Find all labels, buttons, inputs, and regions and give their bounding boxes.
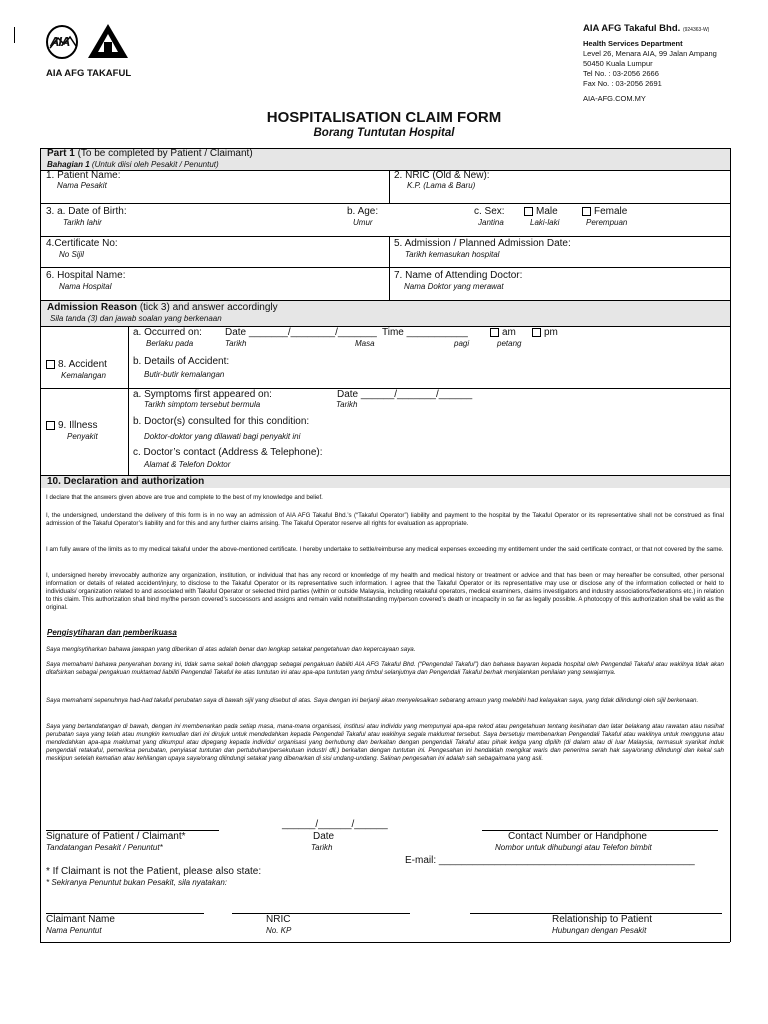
declaration-paragraph: I, the undersigned, understand the delivery of this form is in no way an admission of AIA AFG Takaful Bhd.’s (“Takaful Operator”) liability and payment to the hospital by the Takaful Operator or its representative shall not be construed as final admission of the Takaful Operator’s liability and for this and any further claims arising. The Takaful Operator reserve all rights for evaluation as appropriate. — [46, 512, 724, 527]
certificate-label-my: No Sijil — [59, 250, 84, 259]
frame-bottom — [40, 942, 730, 943]
patient-name-field[interactable] — [130, 172, 385, 200]
occurred-label-my: Berlaku pada — [146, 339, 194, 348]
col-line — [389, 170, 390, 203]
form-title: HOSPITALISATION CLAIM FORM — [266, 109, 502, 126]
company-block — [583, 23, 763, 103]
pm-checkbox[interactable] — [532, 327, 558, 338]
checkbox-icon — [490, 328, 499, 337]
admission-date-label: 5. Admission / Planned Admission Date: — [394, 238, 571, 249]
nric-label-my: K.P. (Lama & Baru) — [407, 181, 476, 190]
company-name: AIA AFG Takaful Bhd. — [583, 23, 681, 34]
admission-date-label-my: Tarikh kemasukan hospital — [405, 250, 500, 259]
nric-field[interactable] — [500, 172, 726, 200]
male-label-my: Laki-laki — [530, 218, 560, 227]
row-line — [40, 267, 730, 268]
doctor-label-my: Nama Doktor yang merawat — [404, 282, 504, 291]
col-line — [389, 236, 390, 300]
claimant-nric-label: NRIC — [266, 914, 291, 925]
declaration-paragraph-my: Saya memahami bahawa penyerahan borang ini, tidak sama sekali boleh dianggap sebagai pengakuan liabiliti AIA AFG Takaful Bhd. (“Pengendali Takaful”) dan bahawa bayaran kepada hospital oleh Pengendali Takaful atau wakilnya tidak akan ditafsirkan sebagai pengakuan muktamad liabiliti Pengendali Takaful ke atas tuntutan ini atau apa-apa tuntutan yang timbul selanjutnya dan Pengendali Takaful berhak menjalankan penilaian yang sewajarnya. — [46, 661, 724, 676]
declaration-paragraph: I declare that the answers given above are true and complete to the best of my knowledge and belief. — [46, 494, 323, 501]
accident-date-field[interactable]: Date _______/________/_______ — [225, 327, 377, 338]
claimant-nric-label-my: No. KP — [266, 926, 292, 935]
signature-date-field[interactable]: ______/______/______ — [282, 819, 388, 830]
dob-label: 3. a. Date of Birth: — [46, 206, 127, 217]
female-label: Female — [594, 206, 628, 217]
patient-name-label-my: Nama Pesakit — [57, 181, 107, 190]
contact-label: Contact Number or Handphone — [508, 831, 647, 842]
female-label-my: Perempuan — [586, 218, 628, 227]
symptoms-label: a. Symptoms first appeared on: — [133, 389, 272, 400]
male-checkbox[interactable] — [524, 206, 558, 217]
relationship-label: Relationship to Patient — [552, 914, 653, 925]
age-label: b. Age: — [347, 206, 379, 217]
hospital-field[interactable] — [130, 270, 385, 298]
declaration-paragraph: I am fully aware of the limits as to my medical takaful under the above-mentioned certificate. I hereby undertake to settle/reimburse any medical expenses exceeding my entitlement under the said certificate contract, or that not covered by the same. — [46, 546, 724, 553]
email-field[interactable]: E-mail: ______________________________________________ — [405, 855, 695, 866]
accident-label: 8. Accident — [58, 359, 107, 370]
website: AIA-AFG.COM.MY — [583, 94, 646, 103]
accident-time-field[interactable]: Time ___________ — [382, 327, 468, 338]
certificate-field[interactable] — [130, 239, 385, 265]
part1-label: Part 1 (To be completed by Patient / Claimant) — [47, 148, 253, 159]
hospital-label-my: Nama Hospital — [59, 282, 112, 291]
address-line-1: Level 26, Menara AIA, 99 Jalan Ampang — [583, 49, 717, 58]
signature-label: Signature of Patient / Claimant* — [46, 831, 186, 842]
page-margin-mark — [14, 27, 15, 43]
contact-label-my: Nombor untuk dihubungi atau Telefon bimbit — [495, 843, 652, 852]
accident-details-label: b. Details of Accident: — [133, 356, 230, 367]
col-line — [128, 326, 129, 475]
accident-details-label-my: Butir-butir kemalangan — [144, 370, 225, 379]
fax: Fax No. : 03-2056 2691 — [583, 79, 662, 88]
claimant-note-my: * Sekiranya Penuntut bukan Pesakit, sila nyatakan: — [46, 878, 227, 887]
consulted-label-my: Doktor-doktor yang dilawati bagi penyakit ini — [144, 432, 301, 441]
frame-top — [40, 148, 730, 149]
pm-label: pm — [544, 327, 558, 338]
signature-date-label: Date — [313, 831, 335, 842]
tel: Tel No. : 03-2056 2666 — [583, 69, 659, 78]
checkbox-icon — [46, 421, 55, 430]
hospital-label: 6. Hospital Name: — [46, 270, 126, 281]
admission-heading-my: Sila tanda (3) dan jawab soalan yang berkenaan — [50, 314, 222, 323]
company-reg-no: (924363-W) — [682, 27, 710, 33]
female-checkbox[interactable] — [582, 206, 627, 217]
department: Health Services Department — [583, 39, 683, 48]
signature-label-my: Tandatangan Pesakit / Penuntut* — [46, 843, 163, 852]
declaration-paragraph-my: Saya mengisytiharkan bahawa jawapan yang diberikan di atas adalah benar dan lengkap setakat pengetahuan dan kepercayaan saya. — [46, 646, 416, 653]
checkbox-icon — [46, 360, 55, 369]
logo-text: AIA — [50, 34, 70, 49]
nric-label: 2. NRIC (Old & New): — [394, 170, 490, 181]
pm-label-my: petang — [497, 339, 522, 348]
claimant-name-label-my: Nama Penuntut — [46, 926, 102, 935]
declaration-paragraph-my: Saya yang bertandatangan di bawah, dengan ini membenarkan pada setiap masa, mana-mana organisasi, institusi atau individu yang mempunyai apa-apa rekod atau pengetahuan tentang kesihatan dan latar belakang atau rawatan atau nasihat perubatan saya yang telah atau mungkin kemudian dari ini dirujuk untuk mendedahkan kepada Pengendali Takaful atau wakilnya segala maklumat tersebut. Saya bersetuju membenarkan Pengendali Takaful atau wakilnya untuk mengguna atau mendedahkan apa-apa maklumat yang dikumpul atau dipegang kepada individu/ organisasi yang berhubung dan berkaitan dengan pengendali Takaful atau pihak ketiga yang dipilih (di dalam atau di luar Malaysia, termasuk syarikat induk pengendali retakaful, pemeriksa perubatan, penyiasat tuntutan dan pertubuhan/persekutuan industri dll.) berkaitan dengan tuntutan ini. Pengesahan ini hendaklah mengikat waris dan penerima serah hak saya/orang dilindungi dan kekal sah meskipun setelah kematian atau kehilangan upaya saya/orang dilindungi setakat yang dibenarkan di sisi undang-undang. Salinan pengesahan ini adalah sah sebagaimana yang asli. — [46, 723, 724, 762]
illness-label: 9. Illness — [58, 420, 98, 431]
checkbox-icon — [524, 207, 533, 216]
illness-checkbox[interactable] — [46, 420, 97, 431]
claimant-nric-line[interactable] — [232, 913, 410, 914]
certificate-label: 4.Certificate No: — [46, 238, 118, 249]
male-label: Male — [536, 206, 558, 217]
checkbox-icon — [582, 207, 591, 216]
symptoms-date-label-my: Tarikh — [336, 400, 358, 409]
am-label: am — [502, 327, 516, 338]
doctor-contact-label: c. Doctor’s contact (Address & Telephone): — [133, 447, 323, 458]
occurred-label: a. Occurred on: — [133, 327, 202, 338]
declaration-heading: 10. Declaration and authorization — [47, 476, 205, 487]
patient-name-label: 1. Patient Name: — [46, 170, 121, 181]
symptoms-date-field[interactable]: Date ______/_______/______ — [337, 389, 473, 400]
claimant-note: * If Claimant is not the Patient, please also state: — [46, 866, 262, 877]
signature-date-label-my: Tarikh — [311, 843, 333, 852]
doctor-contact-label-my: Alamat & Telefon Doktor — [144, 460, 231, 469]
relationship-label-my: Hubungan dengan Pesakit — [552, 926, 647, 935]
logo-caption: AIA AFG TAKAFUL — [46, 68, 132, 79]
sex-label-my: Jantina — [478, 218, 504, 227]
row-line — [40, 236, 730, 237]
form-subtitle: Borang Tuntutan Hospital — [313, 127, 455, 139]
accident-date-label-my: Tarikh — [225, 339, 247, 348]
declaration-paragraph-my: Saya memahami sepenuhnya had-had takaful perubatan saya di bawah sijil yang disebut di atas. Saya dengan ini berjanji akan menyelesaikan sebarang amaun yang melebihi had kelayakan saya, yang tidak dilindungi oleh sijil berkenaan. — [46, 697, 699, 704]
dob-label-my: Tarikh lahir — [63, 218, 102, 227]
doctor-label: 7. Name of Attending Doctor: — [394, 270, 523, 281]
am-checkbox[interactable] — [490, 327, 516, 338]
declaration-paragraph: I, undersigned hereby irrevocably authorize any organization, institution, or individual that has any record or knowledge of my health and medical history or treatment or advice and that has been or may hereafter be consulted, other personal information or details of related accident/injury, to disclose to the Takaful Operator or its representative such information. I agree that the Takaful Operator or its representative may use or disclose any of the information collected or held to individuals/ organization related to and associated with Takaful Operator or selected third parties (within or outside Malaysia, including retakaful operators, medical examiners, claims investigators and industry associations/federations etc.) in relation to this claim. This authorization shall bind my/the person covered’s successors and assigns and remain valid notwithstanding my/person covered’s death or incapacity in so far as legally possible. A photocopy of this authorization shall be valid as the original. — [46, 572, 724, 611]
row-line — [40, 170, 730, 171]
checkbox-icon — [532, 328, 541, 337]
am-label-my: pagi — [454, 339, 470, 348]
part1-label-my: Bahagian 1 (Untuk diisi oleh Pesakit / Penuntut) — [47, 160, 219, 169]
company-logo — [44, 22, 140, 62]
accident-label-my: Kemalangan — [61, 371, 106, 380]
frame-right — [730, 148, 731, 942]
address-line-2: 50450 Kuala Lumpur — [583, 59, 653, 68]
illness-label-my: Penyakit — [67, 432, 98, 441]
accident-checkbox[interactable] — [46, 359, 107, 370]
sex-label: c. Sex: — [474, 206, 505, 217]
symptoms-label-my: Tarikh simptom tersebut bermula — [144, 400, 261, 409]
claimant-name-label: Claimant Name — [46, 914, 115, 925]
declaration-heading-my: Pengisytiharan dan pemberikuasa — [47, 628, 177, 637]
admission-heading: Admission Reason (tick 3) and answer accordingly — [47, 302, 278, 313]
row-line — [40, 203, 730, 204]
age-label-my: Umur — [353, 218, 373, 227]
accident-time-label-my: Masa — [355, 339, 375, 348]
consulted-label: b. Doctor(s) consulted for this condition: — [133, 416, 310, 427]
